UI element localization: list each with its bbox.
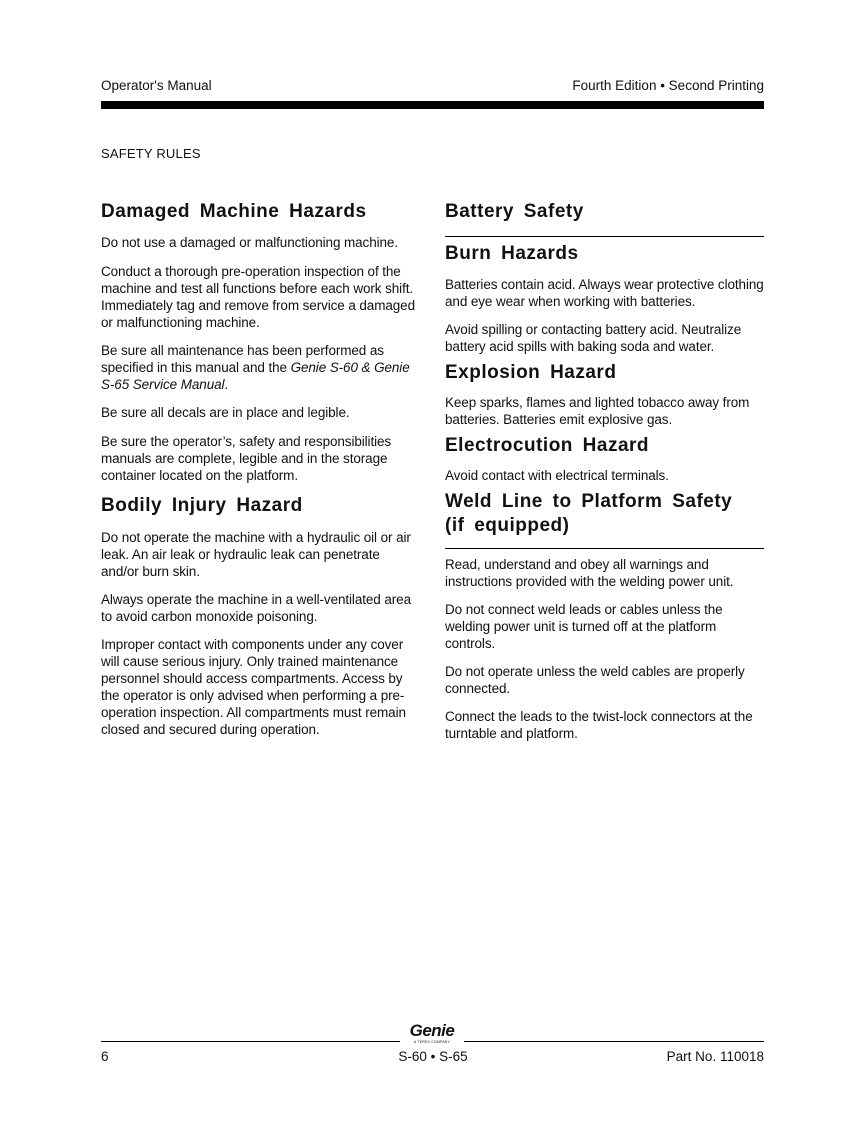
bodily-p3: Improper contact with components under any cover will cause serious injury. Only trained maintenance personnel should access compartments. Access by the operator is only advised when performing a pre-operation inspection. All compartments must remain closed and secured during operation. bbox=[101, 637, 406, 737]
weld-heading-line1: Weld Line to Platform Safety bbox=[445, 491, 733, 512]
burn-p1: Batteries contain acid. Always wear protective clothing and eye wear when working with batteries. bbox=[445, 277, 764, 309]
weld-p4: Connect the leads to the twist-lock connectors at the turntable and platform. bbox=[445, 709, 753, 741]
damaged-p2: Conduct a thorough pre-operation inspection of the machine and test all functions before each work shift. Immediately tag and remove from service a damaged or malfunctioning machine. bbox=[101, 264, 415, 330]
section-label: SAFETY RULES bbox=[101, 146, 201, 161]
genie-logo-subtitle: A TEREX COMPANY bbox=[413, 1040, 451, 1044]
damaged-p1: Do not use a damaged or malfunctioning machine. bbox=[101, 235, 398, 250]
bodily-p1: Do not operate the machine with a hydraulic oil or air leak. An air leak or hydraulic leak can penetrate and/or burn skin. bbox=[101, 530, 411, 579]
electrocution-p1: Avoid contact with electrical terminals. bbox=[445, 468, 669, 483]
weld-p2: Do not connect weld leads or cables unless the welding power unit is turned off at the platform controls. bbox=[445, 602, 723, 651]
footer-rule-right bbox=[464, 1041, 764, 1042]
model-numbers: S-60 • S-65 bbox=[398, 1049, 468, 1064]
battery-safety-rule bbox=[445, 236, 764, 237]
explosion-hazard-heading: Explosion Hazard bbox=[445, 362, 617, 383]
weld-heading-line2: (if equipped) bbox=[445, 515, 570, 536]
weld-heading-rule bbox=[445, 548, 764, 549]
right-column bbox=[445, 200, 764, 742]
page-number: 6 bbox=[101, 1049, 109, 1064]
footer-rule-left bbox=[101, 1041, 400, 1042]
header-divider bbox=[101, 101, 764, 109]
burn-p2: Avoid spilling or contacting battery acid. Neutralize battery acid spills with baking soda and water. bbox=[445, 322, 742, 354]
service-manual-title: Genie S-60 & Genie S-65 Service Manual bbox=[101, 360, 410, 392]
left-column bbox=[101, 200, 421, 738]
battery-safety-heading: Battery Safety bbox=[445, 201, 584, 222]
damaged-p3 bbox=[101, 342, 421, 393]
weld-line-heading bbox=[445, 490, 764, 538]
damaged-p5: Be sure the operator’s, safety and responsibilities manuals are complete, legible and in the storage container located on the platform. bbox=[101, 434, 392, 483]
part-number: Part No. 110018 bbox=[666, 1049, 764, 1064]
damaged-p3-end: . bbox=[224, 377, 229, 392]
explosion-p1: Keep sparks, flames and lighted tobacco away from batteries. Batteries emit explosive gas. bbox=[445, 395, 750, 427]
genie-logo bbox=[400, 1022, 464, 1044]
bodily-injury-heading: Bodily Injury Hazard bbox=[101, 495, 303, 516]
damaged-p4: Be sure all decals are in place and legible. bbox=[101, 405, 350, 420]
bodily-p2: Always operate the machine in a well-ventilated area to avoid carbon monoxide poisoning. bbox=[101, 592, 411, 624]
burn-hazards-heading: Burn Hazards bbox=[445, 243, 579, 264]
header-edition: Fourth Edition • Second Printing bbox=[572, 78, 764, 93]
header-manual-title: Operator's Manual bbox=[101, 78, 212, 93]
damaged-machine-heading: Damaged Machine Hazards bbox=[101, 201, 367, 222]
weld-p1: Read, understand and obey all warnings and instructions provided with the welding power unit. bbox=[445, 557, 734, 589]
genie-logo-text: Genie bbox=[409, 1021, 455, 1040]
weld-p3: Do not operate unless the weld cables are properly connected. bbox=[445, 664, 745, 696]
electrocution-hazard-heading: Electrocution Hazard bbox=[445, 435, 650, 456]
damaged-p3-start: Be sure all maintenance has been performed as specified in this manual and the bbox=[101, 343, 384, 375]
